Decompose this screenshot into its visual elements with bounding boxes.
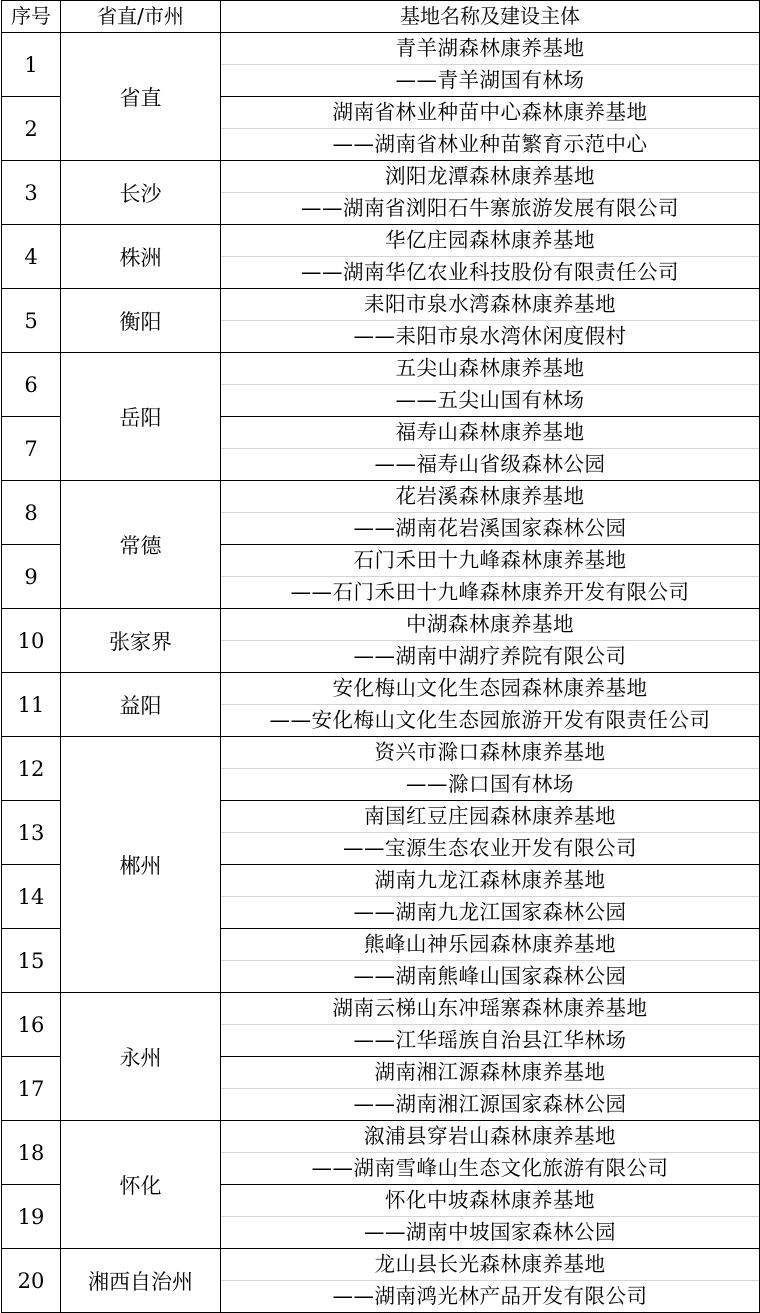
table-row	[2, 1121, 760, 1185]
table-row	[2, 481, 760, 545]
table-row	[2, 609, 760, 673]
base-name: 龙山县长光森林康养基地	[221, 1249, 759, 1281]
base-name: 石门禾田十九峰森林康养基地	[221, 545, 759, 577]
serial-number: 11	[2, 673, 61, 737]
base-cell	[221, 929, 760, 993]
base-cell	[221, 673, 760, 737]
base-cell	[221, 1249, 760, 1313]
city-name: 衡阳	[61, 289, 221, 353]
city-name: 张家界	[61, 609, 221, 673]
base-cell	[221, 737, 760, 801]
base-name: 花岩溪森林康养基地	[221, 481, 759, 513]
base-cell	[221, 225, 760, 289]
base-cell	[221, 417, 760, 481]
base-cell	[221, 161, 760, 225]
base-name: 青羊湖森林康养基地	[221, 33, 759, 65]
city-name: 省直	[61, 33, 221, 161]
city-name: 湘西自治州	[61, 1249, 221, 1313]
city-name: 岳阳	[61, 353, 221, 481]
serial-number: 18	[2, 1121, 61, 1185]
serial-number: 20	[2, 1249, 61, 1313]
base-owner: ——湖南中坡国家森林公园	[364, 1220, 616, 1244]
table-row	[2, 353, 760, 417]
base-owner: ——安化梅山文化生态园旅游开发有限责任公司	[269, 708, 711, 732]
serial-number: 9	[2, 545, 61, 609]
base-name: 溆浦县穿岩山森林康养基地	[221, 1121, 759, 1153]
base-cell	[221, 865, 760, 929]
base-cell	[221, 481, 760, 545]
base-owner: ——湖南花岩溪国家森林公园	[353, 516, 627, 540]
base-name: 湖南云梯山东冲瑶寨森林康养基地	[221, 993, 759, 1025]
base-cell	[221, 289, 760, 353]
serial-number: 10	[2, 609, 61, 673]
header-province-city: 省直/市州	[61, 1, 221, 33]
table-row	[2, 33, 760, 97]
base-cell	[221, 1121, 760, 1185]
base-cell	[221, 609, 760, 673]
city-name: 长沙	[61, 161, 221, 225]
table-row	[2, 1249, 760, 1313]
base-owner: ——湖南华亿农业科技股份有限责任公司	[301, 260, 679, 284]
serial-number: 8	[2, 481, 61, 545]
base-cell	[221, 353, 760, 417]
base-owner: ——湖南熊峰山国家森林公园	[353, 964, 627, 988]
base-owner: ——青羊湖国有林场	[395, 68, 585, 92]
table-row	[2, 993, 760, 1057]
base-name: 湖南九龙江森林康养基地	[221, 865, 759, 897]
base-cell	[221, 33, 760, 97]
serial-number: 4	[2, 225, 61, 289]
city-name: 怀化	[61, 1121, 221, 1249]
base-name: 湖南湘江源森林康养基地	[221, 1057, 759, 1089]
serial-number: 1	[2, 33, 61, 97]
serial-number: 19	[2, 1185, 61, 1249]
base-name: 浏阳龙潭森林康养基地	[221, 161, 759, 193]
city-name: 永州	[61, 993, 221, 1121]
base-name: 南国红豆庄园森林康养基地	[221, 801, 759, 833]
base-name: 资兴市滁口森林康养基地	[221, 737, 759, 769]
base-owner: ——湖南湘江源国家森林公园	[353, 1092, 627, 1116]
serial-number: 17	[2, 1057, 61, 1121]
table-body	[2, 33, 760, 1313]
base-owner: ——耒阳市泉水湾休闲度假村	[353, 324, 627, 348]
base-cell	[221, 1185, 760, 1249]
serial-number: 5	[2, 289, 61, 353]
serial-number: 15	[2, 929, 61, 993]
base-owner: ——湖南九龙江国家森林公园	[353, 900, 627, 924]
city-name: 益阳	[61, 673, 221, 737]
header-serial-number: 序号	[2, 1, 61, 33]
base-owner: ——五尖山国有林场	[395, 388, 585, 412]
base-name: 中湖森林康养基地	[221, 609, 759, 641]
table-row	[2, 225, 760, 289]
base-name: 五尖山森林康养基地	[221, 353, 759, 385]
table-row	[2, 289, 760, 353]
table-row	[2, 737, 760, 801]
base-cell	[221, 801, 760, 865]
serial-number: 14	[2, 865, 61, 929]
city-name: 株洲	[61, 225, 221, 289]
base-cell	[221, 97, 760, 161]
serial-number: 16	[2, 993, 61, 1057]
table-row	[2, 161, 760, 225]
serial-number: 12	[2, 737, 61, 801]
base-owner: ——湖南中湖疗养院有限公司	[353, 644, 627, 668]
base-owner: ——湖南雪峰山生态文化旅游有限公司	[311, 1156, 669, 1180]
base-name: 安化梅山文化生态园森林康养基地	[221, 673, 759, 705]
base-name: 熊峰山神乐园森林康养基地	[221, 929, 759, 961]
base-cell	[221, 545, 760, 609]
serial-number: 7	[2, 417, 61, 481]
serial-number: 6	[2, 353, 61, 417]
base-owner: ——湖南省林业种苗繁育示范中心	[332, 132, 648, 156]
base-owner: ——石门禾田十九峰森林康养开发有限公司	[290, 580, 690, 604]
base-owner: ——湖南省浏阳石牛寨旅游发展有限公司	[301, 196, 679, 220]
base-name: 福寿山森林康养基地	[221, 417, 759, 449]
base-owner: ——江华瑶族自治县江华林场	[353, 1028, 627, 1052]
serial-number: 3	[2, 161, 61, 225]
base-name: 湖南省林业种苗中心森林康养基地	[221, 97, 759, 129]
base-name: 耒阳市泉水湾森林康养基地	[221, 289, 759, 321]
base-owner: ——湖南鸿光林产品开发有限公司	[332, 1284, 648, 1308]
serial-number: 2	[2, 97, 61, 161]
base-owner: ——滁口国有林场	[406, 772, 574, 796]
forest-wellness-base-table	[1, 0, 760, 1313]
base-cell	[221, 993, 760, 1057]
base-name: 怀化中坡森林康养基地	[221, 1185, 759, 1217]
base-name: 华亿庄园森林康养基地	[221, 225, 759, 257]
table-header-row	[2, 1, 760, 33]
base-cell	[221, 1057, 760, 1121]
base-owner: ——宝源生态农业开发有限公司	[343, 836, 637, 860]
table-row	[2, 673, 760, 737]
base-owner: ——福寿山省级森林公园	[374, 452, 606, 476]
city-name: 郴州	[61, 737, 221, 993]
header-base-name-and-owner: 基地名称及建设主体	[221, 1, 760, 33]
serial-number: 13	[2, 801, 61, 865]
city-name: 常德	[61, 481, 221, 609]
